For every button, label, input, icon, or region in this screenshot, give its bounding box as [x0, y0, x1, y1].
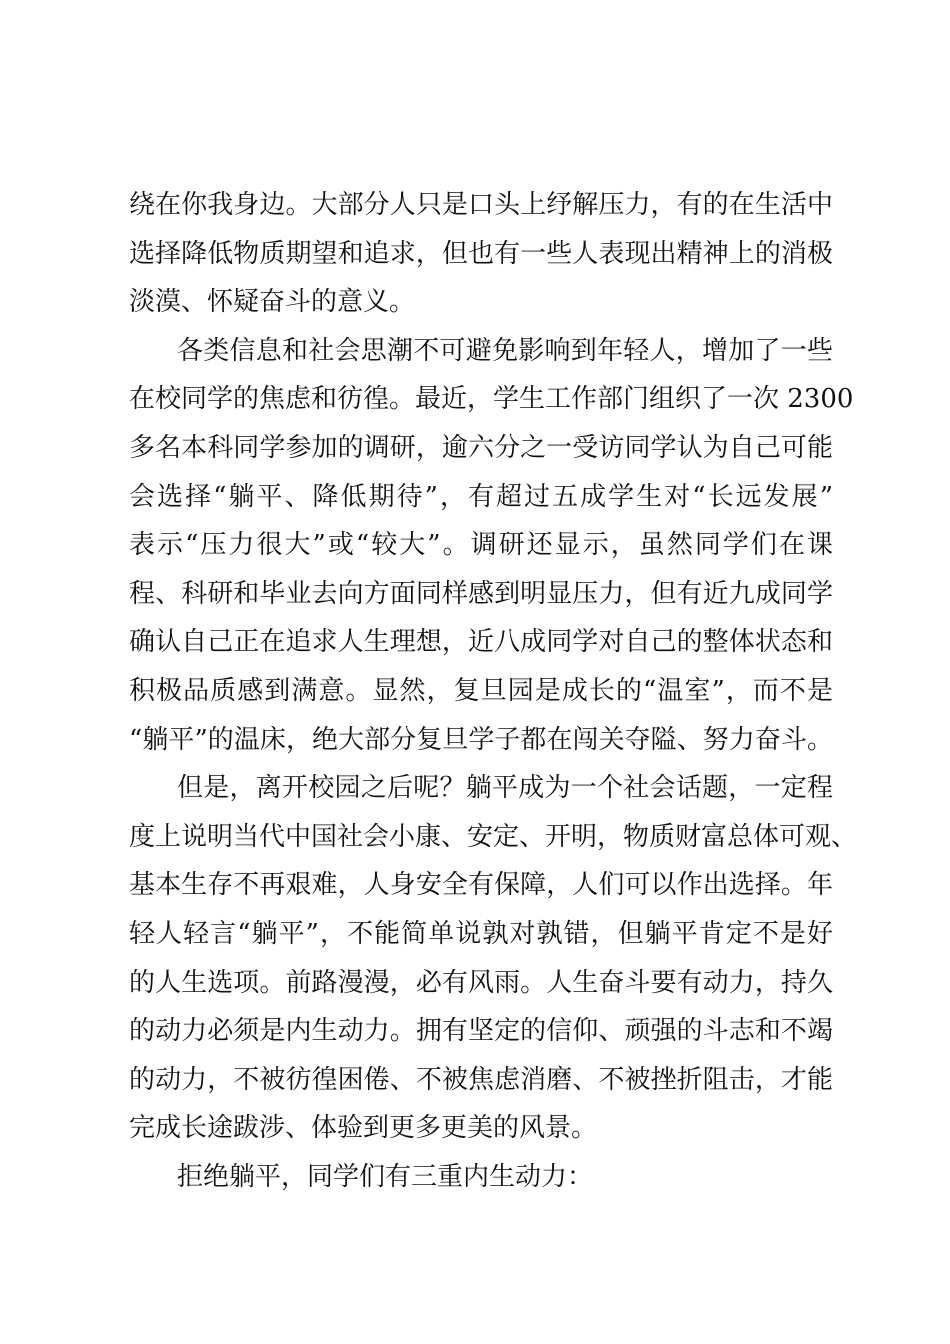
text-line: 确认自己正在追求人生理想，近八成同学对自己的整体状态和 [129, 627, 833, 658]
paragraph-3 [129, 764, 858, 1153]
text-line: 积极品质感到满意。显然，复旦园是成长的“温室”，而不是 [129, 675, 833, 706]
text-line: 度上说明当代中国社会小康、安定、开明，物质财富总体可观、 [129, 821, 858, 852]
text-line: 的人生选项。前路漫漫，必有风雨。人生奋斗要有动力，持久 [129, 967, 833, 998]
text-line: 多名本科同学参加的调研，逾六分之一受访同学认为自己可能 [129, 432, 833, 463]
text-line: 表示“压力很大”或“较大”。调研还显示，虽然同学们在课 [129, 530, 833, 561]
text-line: 绕在你我身边。大部分人只是口头上纾解压力，有的在生活中 [129, 190, 833, 220]
text-line: 的动力，不被彷徨困倦、不被焦虑消磨、不被挫折阻击，才能 [129, 1064, 833, 1095]
text-line: 各类信息和社会思潮不可避免影响到年轻人，增加了一些 [177, 335, 833, 366]
paragraph-1 [129, 181, 833, 327]
text-line: “躺平”的温床，绝大部分复旦学子都在闯关夺隘、努力奋斗。 [129, 724, 833, 755]
text-line: 选择降低物质期望和追求，但也有一些人表现出精神上的消极 [129, 238, 833, 269]
text-line: 淡漠、怀疑奋斗的意义。 [129, 287, 416, 318]
text-line: 程、科研和毕业去向方面同样感到明显压力，但有近九成同学 [129, 578, 833, 609]
text-line: 轻人轻言“躺平”，不能简单说孰对孰错，但躺平肯定不是好 [129, 918, 833, 949]
paragraph-2 [129, 327, 854, 764]
text-line: 但是，离开校园之后呢？躺平成为一个社会话题，一定程 [177, 773, 833, 804]
paragraph-4 [129, 1153, 833, 1202]
text-line: 会选择“躺平、降低期待”，有超过五成学生对“长远发展” [129, 481, 833, 512]
text-line: 完成长途跋涉、体验到更多更美的风景。 [129, 1113, 598, 1144]
text-line: 拒绝躺平，同学们有三重内生动力： [177, 1161, 594, 1192]
text-line: 的动力必须是内生动力。拥有坚定的信仰、顽强的斗志和不竭 [129, 1016, 833, 1047]
document-body [129, 181, 858, 1201]
text-line: 在校同学的焦虑和彷徨。最近，学生工作部门组织了一次 2300 [129, 384, 854, 415]
text-line: 基本生存不再艰难，人身安全有保障，人们可以作出选择。年 [129, 870, 833, 901]
